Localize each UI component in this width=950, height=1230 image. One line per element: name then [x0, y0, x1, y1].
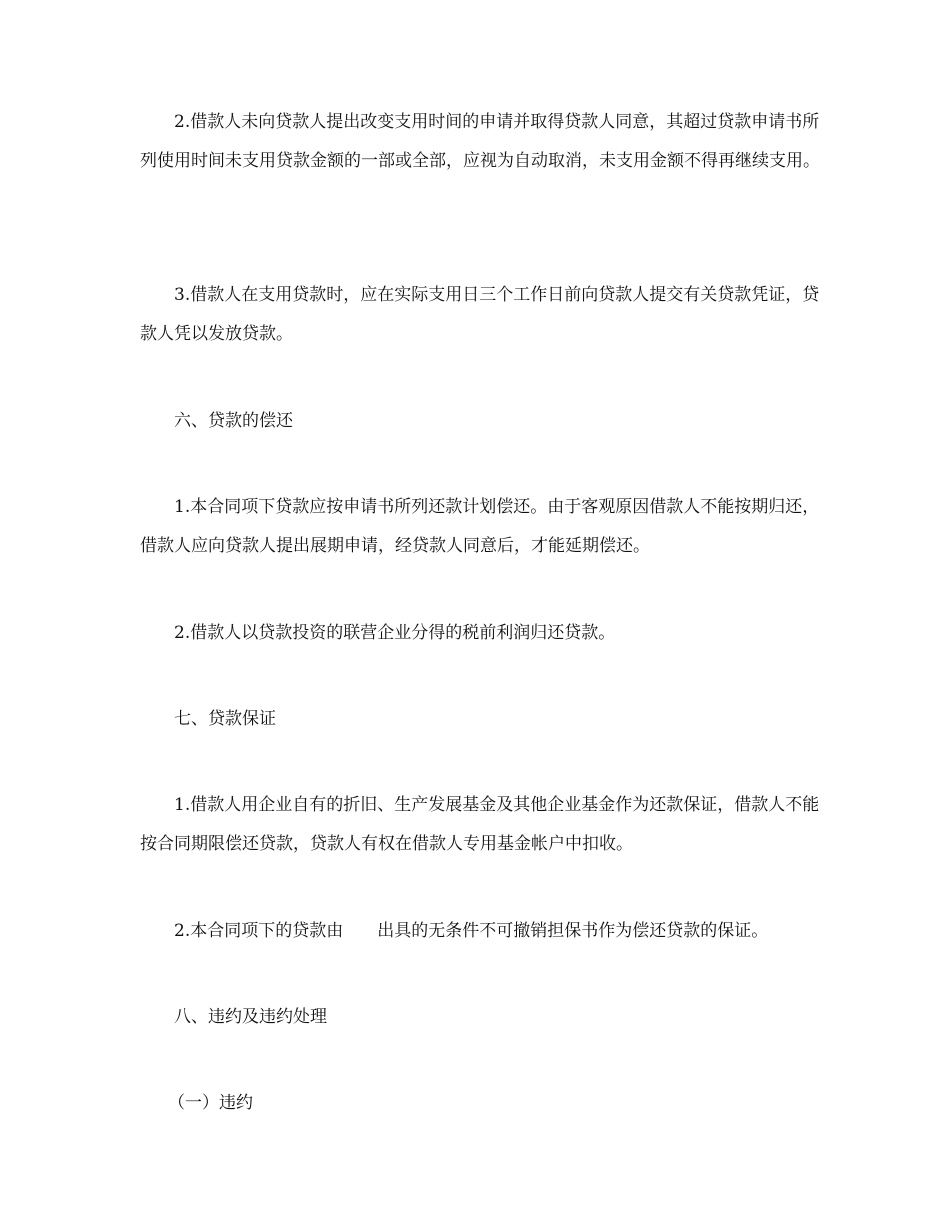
s7-item2-text-start: 2.本合同项下的贷款由 [174, 921, 344, 941]
paragraph-s5-item3: 3.借款人在支用贷款时，应在实际支用日三个工作日前向贷款人提交有关贷款凭证，贷款人凭以发放贷款。 [140, 285, 820, 344]
paragraph-s6-item2: 2.借款人以贷款投资的联营企业分得的税前利润归还贷款。 [174, 623, 616, 643]
paragraph-s5-item2: 2.借款人未向贷款人提出改变支用时间的申请并取得贷款人同意，其超过贷款申请书所列使用时间未支用贷款金额的一部或全部，应视为自动取消，未支用金额不得再继续支用。 [140, 112, 820, 171]
paragraph-s6-item1: 1.本合同项下贷款应按申请书所列还款计划偿还。由于客观原因借款人不能按期归还，借款人应向贷款人提出展期申请，经贷款人同意后，才能延期偿还。 [140, 497, 820, 556]
section-8-heading: 八、违约及违约处理 [174, 1007, 327, 1027]
paragraph-s7-item2 [140, 912, 840, 951]
s7-item2-text-end: 出具的无条件不可撤销担保书作为偿还贷款的保证。 [377, 921, 769, 941]
section-7-heading: 七、贷款保证 [174, 709, 276, 729]
section-6-heading: 六、贷款的偿还 [174, 411, 293, 431]
section-8-subheading-1: （一）违约 [168, 1093, 253, 1113]
paragraph-s7-item1: 1.借款人用企业自有的折旧、生产发展基金及其他企业基金作为还款保证，借款人不能按合同期限偿还贷款，贷款人有权在借款人专用基金帐户中扣收。 [140, 795, 820, 854]
